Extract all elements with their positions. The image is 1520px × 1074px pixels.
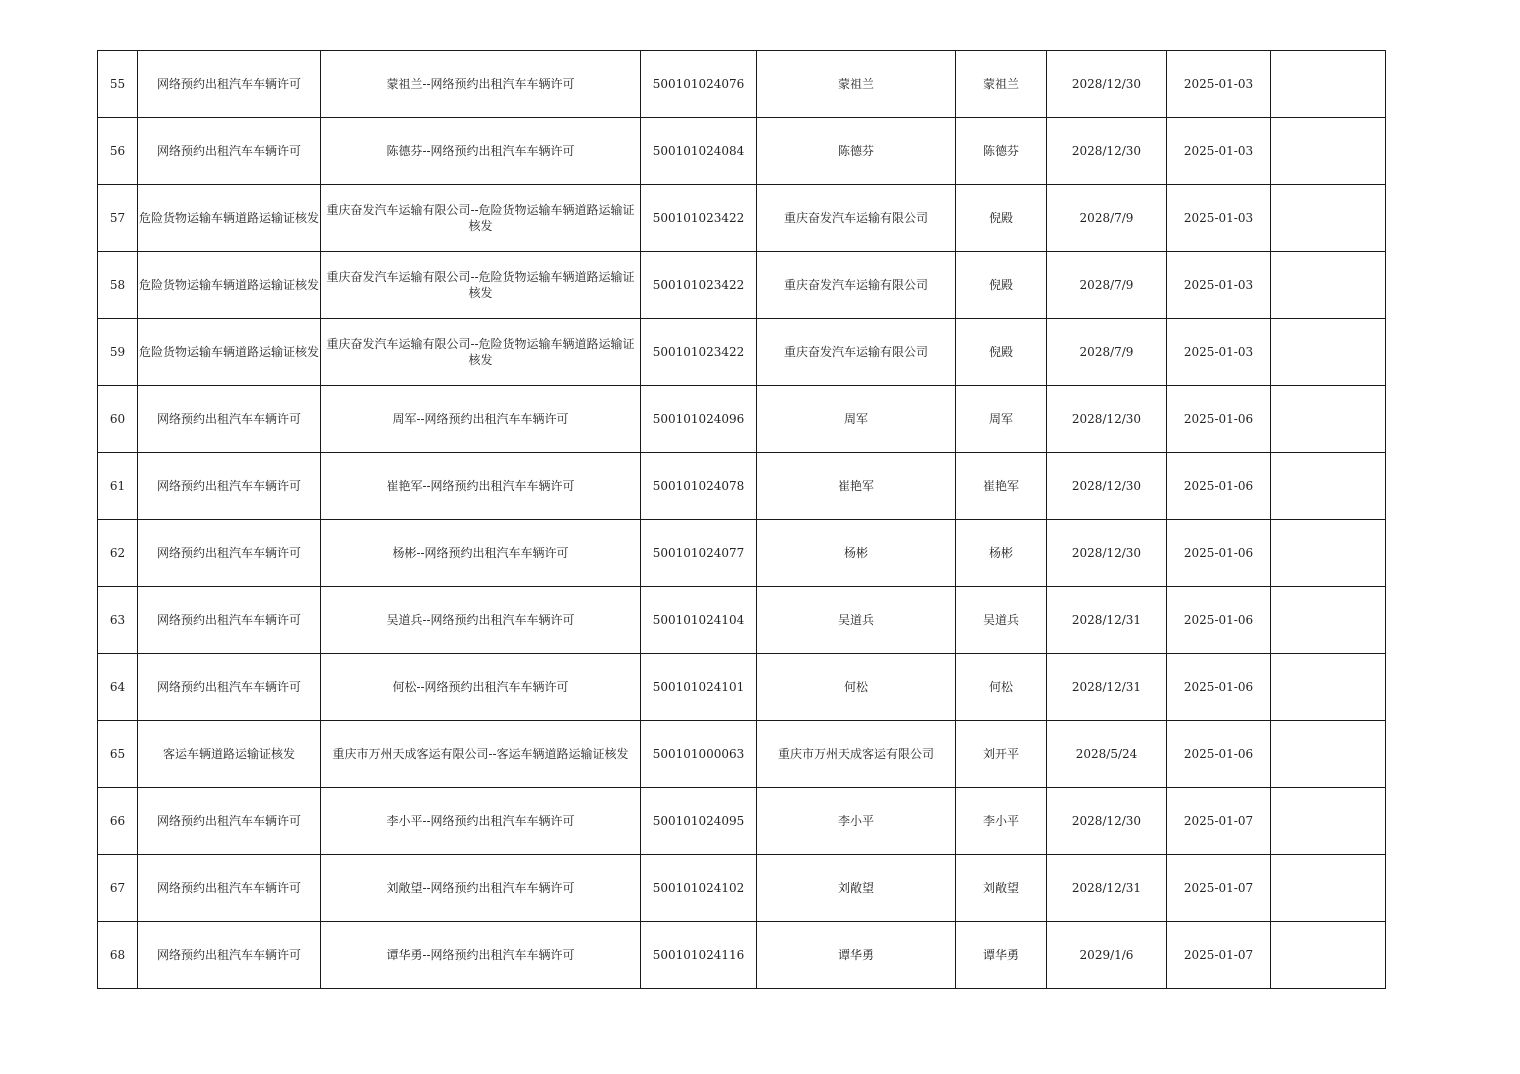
- row-number-cell: 61: [98, 453, 138, 520]
- license-type-cell: 网络预约出租汽车车辆许可: [138, 453, 321, 520]
- table-row: [98, 520, 1386, 587]
- holder-name-cell: 谭华勇: [757, 922, 956, 989]
- holder-name-cell: 杨彬: [757, 520, 956, 587]
- item-name-cell: 蒙祖兰--网络预约出租汽车车辆许可: [321, 51, 641, 118]
- legal-representative-cell: 谭华勇: [956, 922, 1047, 989]
- table-row: [98, 721, 1386, 788]
- item-name-cell: 重庆奋发汽车运输有限公司--危险货物运输车辆道路运输证核发: [321, 185, 641, 252]
- license-number-cell: 500101024101: [641, 654, 757, 721]
- issue-date-cell: 2025-01-07: [1167, 922, 1271, 989]
- remark-cell: [1271, 654, 1386, 721]
- table-row: [98, 386, 1386, 453]
- item-name-cell: 刘敞望--网络预约出租汽车车辆许可: [321, 855, 641, 922]
- expiry-date-cell: 2028/12/31: [1047, 654, 1167, 721]
- table-row: [98, 185, 1386, 252]
- issue-date-cell: 2025-01-06: [1167, 520, 1271, 587]
- holder-name-cell: 吴道兵: [757, 587, 956, 654]
- holder-name-cell: 重庆市万州天成客运有限公司: [757, 721, 956, 788]
- expiry-date-cell: 2028/12/30: [1047, 788, 1167, 855]
- table-row: [98, 922, 1386, 989]
- holder-name-cell: 周军: [757, 386, 956, 453]
- expiry-date-cell: 2028/5/24: [1047, 721, 1167, 788]
- license-type-cell: 网络预约出租汽车车辆许可: [138, 520, 321, 587]
- expiry-date-cell: 2028/12/30: [1047, 453, 1167, 520]
- license-number-cell: 500101000063: [641, 721, 757, 788]
- holder-name-cell: 重庆奋发汽车运输有限公司: [757, 319, 956, 386]
- row-number-cell: 56: [98, 118, 138, 185]
- license-number-cell: 500101024076: [641, 51, 757, 118]
- issue-date-cell: 2025-01-03: [1167, 319, 1271, 386]
- legal-representative-cell: 刘敞望: [956, 855, 1047, 922]
- legal-representative-cell: 崔艳军: [956, 453, 1047, 520]
- issue-date-cell: 2025-01-06: [1167, 386, 1271, 453]
- license-number-cell: 500101023422: [641, 319, 757, 386]
- table-row: [98, 252, 1386, 319]
- license-type-cell: 危险货物运输车辆道路运输证核发: [138, 185, 321, 252]
- row-number-cell: 58: [98, 252, 138, 319]
- table-row: [98, 453, 1386, 520]
- issue-date-cell: 2025-01-06: [1167, 453, 1271, 520]
- legal-representative-cell: 杨彬: [956, 520, 1047, 587]
- license-number-cell: 500101024084: [641, 118, 757, 185]
- expiry-date-cell: 2028/12/30: [1047, 520, 1167, 587]
- row-number-cell: 60: [98, 386, 138, 453]
- license-type-cell: 客运车辆道路运输证核发: [138, 721, 321, 788]
- item-name-cell: 崔艳军--网络预约出租汽车车辆许可: [321, 453, 641, 520]
- item-name-cell: 陈德芬--网络预约出租汽车车辆许可: [321, 118, 641, 185]
- issue-date-cell: 2025-01-06: [1167, 587, 1271, 654]
- remark-cell: [1271, 520, 1386, 587]
- holder-name-cell: 何松: [757, 654, 956, 721]
- holder-name-cell: 蒙祖兰: [757, 51, 956, 118]
- item-name-cell: 李小平--网络预约出租汽车车辆许可: [321, 788, 641, 855]
- license-type-cell: 网络预约出租汽车车辆许可: [138, 51, 321, 118]
- row-number-cell: 63: [98, 587, 138, 654]
- remark-cell: [1271, 118, 1386, 185]
- expiry-date-cell: 2028/12/31: [1047, 855, 1167, 922]
- holder-name-cell: 重庆奋发汽车运输有限公司: [757, 252, 956, 319]
- remark-cell: [1271, 386, 1386, 453]
- remark-cell: [1271, 788, 1386, 855]
- remark-cell: [1271, 721, 1386, 788]
- remark-cell: [1271, 319, 1386, 386]
- license-number-cell: 500101024104: [641, 587, 757, 654]
- license-type-cell: 网络预约出租汽车车辆许可: [138, 654, 321, 721]
- holder-name-cell: 崔艳军: [757, 453, 956, 520]
- row-number-cell: 57: [98, 185, 138, 252]
- license-type-cell: 危险货物运输车辆道路运输证核发: [138, 319, 321, 386]
- license-number-cell: 500101024095: [641, 788, 757, 855]
- license-type-cell: 网络预约出租汽车车辆许可: [138, 386, 321, 453]
- issue-date-cell: 2025-01-06: [1167, 721, 1271, 788]
- license-number-cell: 500101024078: [641, 453, 757, 520]
- license-table: [97, 50, 1386, 989]
- table-row: [98, 118, 1386, 185]
- table-row: [98, 51, 1386, 118]
- row-number-cell: 59: [98, 319, 138, 386]
- remark-cell: [1271, 51, 1386, 118]
- legal-representative-cell: 蒙祖兰: [956, 51, 1047, 118]
- expiry-date-cell: 2028/12/31: [1047, 587, 1167, 654]
- item-name-cell: 重庆市万州天成客运有限公司--客运车辆道路运输证核发: [321, 721, 641, 788]
- legal-representative-cell: 李小平: [956, 788, 1047, 855]
- row-number-cell: 55: [98, 51, 138, 118]
- table-row: [98, 788, 1386, 855]
- row-number-cell: 66: [98, 788, 138, 855]
- item-name-cell: 何松--网络预约出租汽车车辆许可: [321, 654, 641, 721]
- remark-cell: [1271, 922, 1386, 989]
- license-number-cell: 500101023422: [641, 185, 757, 252]
- legal-representative-cell: 周军: [956, 386, 1047, 453]
- row-number-cell: 67: [98, 855, 138, 922]
- license-number-cell: 500101024077: [641, 520, 757, 587]
- issue-date-cell: 2025-01-03: [1167, 51, 1271, 118]
- remark-cell: [1271, 252, 1386, 319]
- license-type-cell: 网络预约出租汽车车辆许可: [138, 118, 321, 185]
- license-type-cell: 网络预约出租汽车车辆许可: [138, 855, 321, 922]
- holder-name-cell: 陈德芬: [757, 118, 956, 185]
- row-number-cell: 64: [98, 654, 138, 721]
- remark-cell: [1271, 453, 1386, 520]
- legal-representative-cell: 陈德芬: [956, 118, 1047, 185]
- license-type-cell: 网络预约出租汽车车辆许可: [138, 587, 321, 654]
- license-type-cell: 网络预约出租汽车车辆许可: [138, 788, 321, 855]
- table-body: [98, 51, 1386, 989]
- expiry-date-cell: 2028/12/30: [1047, 51, 1167, 118]
- holder-name-cell: 重庆奋发汽车运输有限公司: [757, 185, 956, 252]
- license-type-cell: 危险货物运输车辆道路运输证核发: [138, 252, 321, 319]
- item-name-cell: 谭华勇--网络预约出租汽车车辆许可: [321, 922, 641, 989]
- legal-representative-cell: 吴道兵: [956, 587, 1047, 654]
- expiry-date-cell: 2028/7/9: [1047, 319, 1167, 386]
- issue-date-cell: 2025-01-03: [1167, 252, 1271, 319]
- remark-cell: [1271, 587, 1386, 654]
- table-row: [98, 654, 1386, 721]
- item-name-cell: 重庆奋发汽车运输有限公司--危险货物运输车辆道路运输证核发: [321, 319, 641, 386]
- row-number-cell: 68: [98, 922, 138, 989]
- table-row: [98, 855, 1386, 922]
- license-number-cell: 500101024102: [641, 855, 757, 922]
- expiry-date-cell: 2028/7/9: [1047, 252, 1167, 319]
- legal-representative-cell: 倪殿: [956, 252, 1047, 319]
- row-number-cell: 65: [98, 721, 138, 788]
- expiry-date-cell: 2029/1/6: [1047, 922, 1167, 989]
- row-number-cell: 62: [98, 520, 138, 587]
- issue-date-cell: 2025-01-06: [1167, 654, 1271, 721]
- remark-cell: [1271, 185, 1386, 252]
- license-number-cell: 500101024096: [641, 386, 757, 453]
- legal-representative-cell: 倪殿: [956, 319, 1047, 386]
- expiry-date-cell: 2028/12/30: [1047, 118, 1167, 185]
- table-row: [98, 319, 1386, 386]
- item-name-cell: 吴道兵--网络预约出租汽车车辆许可: [321, 587, 641, 654]
- holder-name-cell: 李小平: [757, 788, 956, 855]
- item-name-cell: 重庆奋发汽车运输有限公司--危险货物运输车辆道路运输证核发: [321, 252, 641, 319]
- issue-date-cell: 2025-01-03: [1167, 185, 1271, 252]
- legal-representative-cell: 刘开平: [956, 721, 1047, 788]
- table-row: [98, 587, 1386, 654]
- issue-date-cell: 2025-01-07: [1167, 855, 1271, 922]
- issue-date-cell: 2025-01-03: [1167, 118, 1271, 185]
- issue-date-cell: 2025-01-07: [1167, 788, 1271, 855]
- license-type-cell: 网络预约出租汽车车辆许可: [138, 922, 321, 989]
- expiry-date-cell: 2028/12/30: [1047, 386, 1167, 453]
- legal-representative-cell: 何松: [956, 654, 1047, 721]
- holder-name-cell: 刘敞望: [757, 855, 956, 922]
- item-name-cell: 杨彬--网络预约出租汽车车辆许可: [321, 520, 641, 587]
- legal-representative-cell: 倪殿: [956, 185, 1047, 252]
- remark-cell: [1271, 855, 1386, 922]
- item-name-cell: 周军--网络预约出租汽车车辆许可: [321, 386, 641, 453]
- license-number-cell: 500101024116: [641, 922, 757, 989]
- license-number-cell: 500101023422: [641, 252, 757, 319]
- expiry-date-cell: 2028/7/9: [1047, 185, 1167, 252]
